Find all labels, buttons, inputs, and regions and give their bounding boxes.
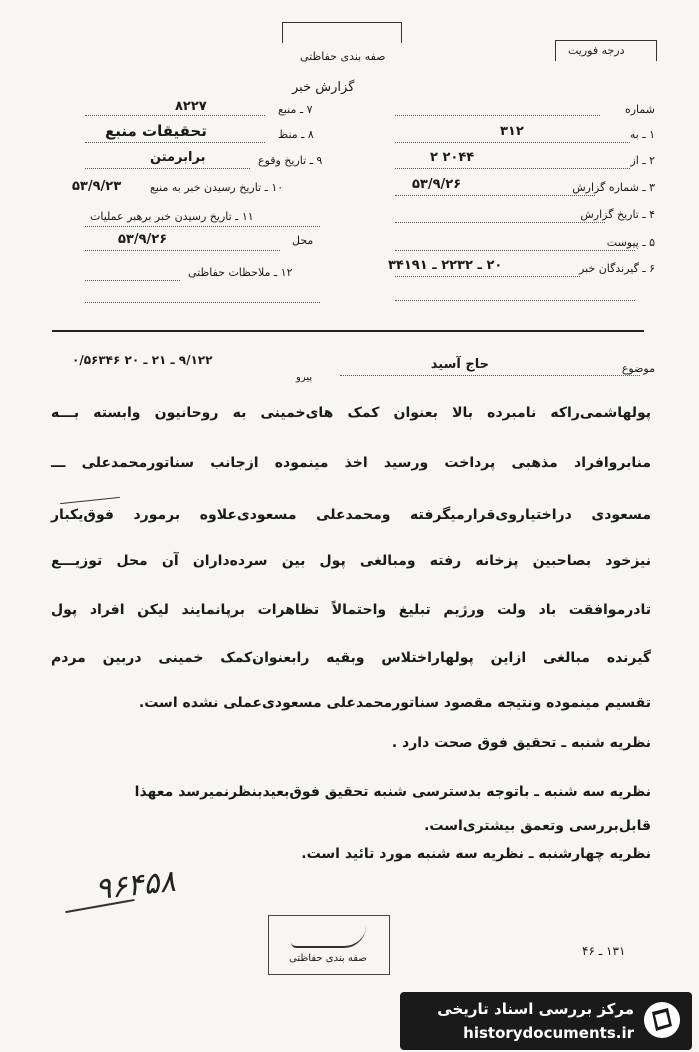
reference-numbers: ۹/۱۲۲ ـ ۲۱ ـ ۲۰ ۰/۵۶۳۴۶	[72, 353, 213, 367]
footer-website: historydocuments.ir	[463, 1024, 634, 1042]
urgency-label: درجه فوریت	[568, 44, 625, 57]
field-occurrence-date-label: ۹ ـ تاریخ وقوع	[258, 154, 323, 167]
field-report-date-label: ۴ ـ تاریخ گزارش	[580, 208, 655, 221]
archive-number: ۹۶۴۵۸	[93, 863, 178, 908]
field-from-value: ۲۰۴۴ ۲	[430, 150, 475, 165]
field-subject-area-label: ۸ ـ منظ	[278, 128, 314, 141]
body-line: نیزخود بصاحبین پزخانه رفته ومبالغی پول بین سرده‌داران آن محل توزیـــع	[51, 553, 651, 569]
classification-label: صفه بندی حفاظتی	[300, 50, 386, 63]
field-occurrence-date-value: برابرمتن	[150, 150, 206, 165]
field-report-number-value: ۵۳/۹/۲۶	[412, 177, 462, 192]
pen-mark	[60, 497, 120, 504]
body-line: تقسیم مینموده ونتیجه مقصود سناتورمحمدعلی مسعودی‌عملی نشده است.	[138, 695, 651, 711]
subject-label: موضوع	[621, 362, 655, 375]
field-recipients-label: ۶ ـ گیرندگان خبر	[579, 262, 655, 275]
field-source-label: ۷ ـ منبع	[278, 103, 313, 116]
header-divider	[52, 330, 644, 332]
field-recipients-value: ۲۰ ـ ۲۲۳۲ ـ ۳۴۱۹۱	[388, 258, 503, 273]
opinion-wednesday: نظریه چهارشنبه ـ نظریه سه شنبه مورد تائید است.	[301, 846, 651, 862]
page-code: ۱۳۱ ـ ۴۶	[582, 944, 626, 958]
field-report-number-label: ۳ ـ شماره گزارش	[572, 181, 655, 194]
classification-stamp	[268, 915, 390, 975]
archive-footer	[400, 992, 692, 1050]
reference-suffix: پیرو	[296, 372, 313, 383]
body-line: گیرنده مبالغی ازاین پولهاراختلاس وبقیه رابعنوان‌کمک خمینی دربین مردم	[51, 650, 651, 666]
field-from-label: ۲ ـ از	[630, 154, 655, 167]
body-line: مسعودی دراختیاروی‌قرارمیگرفته ومحمدعلی مسعودی‌علاوه برمورد فوق‌یکبار	[51, 507, 651, 523]
opinion-saturday: نظریه شنبه ـ تحقیق فوق صحت دارد .	[391, 735, 651, 751]
field-to-label: ۱ ـ به	[629, 128, 655, 141]
field-source-receive-date-value: ۵۳/۹/۲۳	[72, 179, 122, 194]
field-ops-receive-date-label: ۱۱ ـ تاریخ رسیدن خبر برهبر عملیات	[90, 210, 254, 223]
opinion-tuesday: نظریه سه شنبه ـ باتوجه بدسترسی شنبه تحقیق فوق‌بعیدبنظرنمیرسد معهذا	[134, 784, 651, 800]
field-place-label: محل	[292, 234, 314, 247]
footer-org-name: مرکز بررسی اسناد تاریخی	[437, 1000, 634, 1018]
field-security-notes-label: ۱۲ ـ ملاحظات حفاظتی	[188, 266, 293, 279]
field-attachment-label: ۵ ـ پیوست	[606, 236, 655, 249]
field-source-receive-date-label: ۱۰ ـ تاریخ رسیدن خبر به منبع	[150, 181, 284, 194]
field-number-label: شماره	[624, 103, 655, 116]
opinion-tuesday-cont: قابل‌بررسی وتعمق بیشتری‌است.	[424, 818, 651, 834]
document-title: گزارش خبر	[292, 80, 355, 95]
field-subject-area-value: تحقیقات منبع	[105, 122, 207, 140]
body-line: پولهاشمی‌راکه نامبرده بالا بعنوان کمک های‌خمینی به روحانیون وابسته بـــه	[51, 405, 651, 421]
classification-box	[282, 22, 402, 43]
field-source-value: ۸۲۲۷	[175, 99, 207, 114]
archive-logo-icon	[642, 1000, 682, 1040]
field-place-value: ۵۳/۹/۲۶	[118, 232, 168, 247]
stamp-label: صفه بندی حفاظتی	[289, 953, 367, 964]
field-to-value: ۳۱۲	[500, 124, 524, 139]
subject-value: حاج آسید	[430, 357, 489, 372]
body-line: تادرموافقت باد ولت ورژیم تبلیغ واحتمالاً تظاهرات برپانمایند لیکن افراد پول	[51, 602, 651, 618]
body-line: منابروافراد مذهبی پرداخت ورسید اخذ مینموده ازجانب سناتورمحمدعلی ـــ	[51, 455, 651, 471]
stamp-signature-icon	[291, 926, 366, 948]
